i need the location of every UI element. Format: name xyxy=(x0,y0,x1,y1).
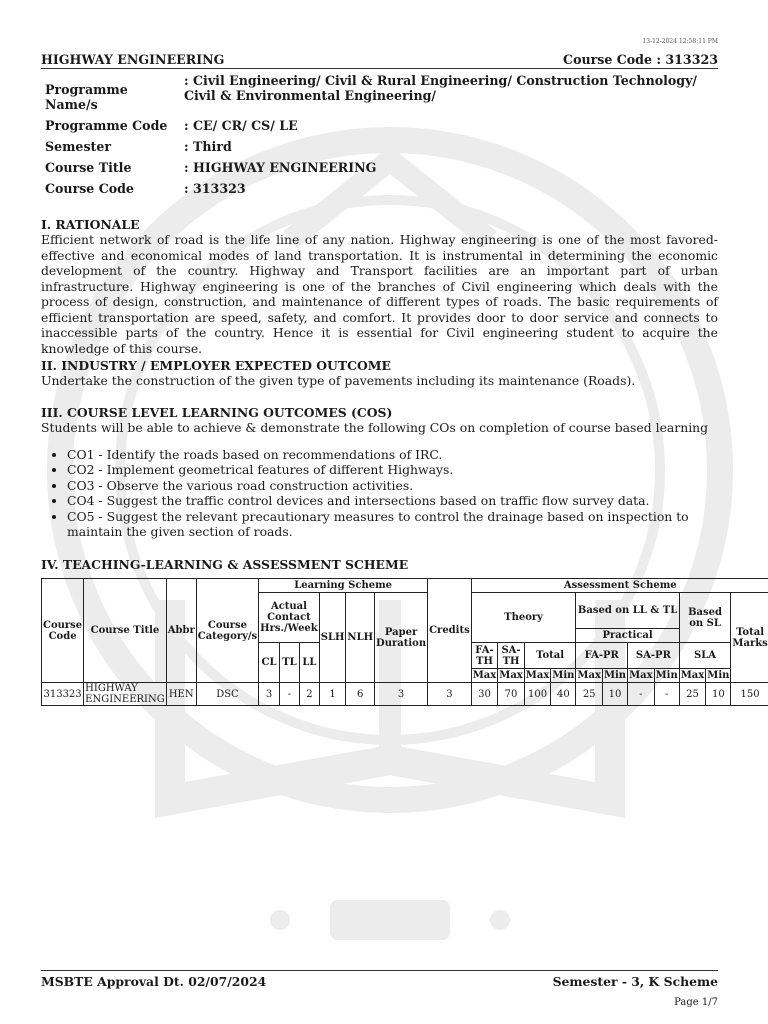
th-fa-pr: FA-PR xyxy=(576,643,628,669)
document-footer xyxy=(41,970,718,989)
cell-total-marks: 150 xyxy=(731,683,768,706)
th-theory: Theory xyxy=(471,593,576,643)
cell-tl: - xyxy=(279,683,299,706)
cos-intro: Students will be able to achieve & demonstrate the following COs on completion of course based learning xyxy=(41,420,709,435)
programme-info-table xyxy=(41,72,708,201)
th-sla: SLA xyxy=(679,643,731,669)
th-based-on-ll-tl: Based on LL & TL xyxy=(576,593,679,629)
th-sa-pr: SA-PR xyxy=(628,643,680,669)
th-max: Max xyxy=(525,670,550,681)
info-row xyxy=(41,180,708,201)
cell-sla-max: 25 xyxy=(679,683,706,706)
info-row xyxy=(41,138,708,159)
cell-sa-th-max: 70 xyxy=(498,683,525,706)
th-fa-th: FA-TH xyxy=(471,643,498,669)
cell-fa-pr-max: 25 xyxy=(576,683,603,706)
th-min: Min xyxy=(707,670,730,681)
th-nlh: NLH xyxy=(346,593,375,683)
th-category: Course Category/s xyxy=(196,579,258,683)
th-course-title: Course Title xyxy=(84,579,167,683)
footer-semester: Semester - 3, K Scheme xyxy=(552,974,718,989)
th-min: Min xyxy=(655,670,678,681)
cell-fa-pr-min: 10 xyxy=(602,683,627,706)
print-timestamp: 13-12-2024 12:58:11 PM xyxy=(642,38,718,45)
cell-nlh: 6 xyxy=(346,683,375,706)
cell-slh: 1 xyxy=(319,683,346,706)
footer-approval: MSBTE Approval Dt. 02/07/2024 xyxy=(41,974,267,989)
cell-sla-min: 10 xyxy=(706,683,731,706)
cell-paper: 3 xyxy=(428,683,472,706)
th-based-on-sl: Based on SL xyxy=(679,593,731,643)
info-label: Course Title xyxy=(45,160,132,175)
th-max: Max xyxy=(472,670,497,681)
table-row xyxy=(42,683,768,706)
list-item: • CO5 - Suggest the relevant precautionary measures to control the drainage based on inspection to maintain the given section of roads. xyxy=(67,509,718,540)
info-value: : 313323 xyxy=(184,181,246,196)
document-header xyxy=(41,52,718,69)
header-course-name: HIGHWAY ENGINEERING xyxy=(41,52,225,67)
info-value: : HIGHWAY ENGINEERING xyxy=(184,160,377,175)
th-sa-th: SA-TH xyxy=(498,643,525,669)
th-learning-scheme: Learning Scheme xyxy=(259,579,428,593)
th-min: Min xyxy=(603,670,627,681)
cell-abbr: HEN xyxy=(166,683,196,706)
cos-heading: III. COURSE LEVEL LEARNING OUTCOMES (COS) xyxy=(41,405,393,420)
th-min: Min xyxy=(552,670,575,681)
list-item: • CO1 - Identify the roads based on recommendations of IRC. xyxy=(67,447,718,463)
th-course-code: Course Code xyxy=(42,579,84,683)
th-assessment-scheme: Assessment Scheme xyxy=(471,579,768,593)
scheme-heading: IV. TEACHING-LEARNING & ASSESSMENT SCHEME xyxy=(41,557,409,572)
info-row xyxy=(41,72,708,117)
rationale-heading: I. RATIONALE xyxy=(41,217,140,232)
info-label: Programme Code xyxy=(45,118,168,133)
info-row xyxy=(41,117,708,138)
info-label: Course Code xyxy=(45,181,134,196)
th-total: Total xyxy=(524,643,576,669)
th-credits: Credits xyxy=(428,579,472,683)
page-number: Page 1/7 xyxy=(674,997,718,1008)
th-tl: TL xyxy=(279,643,299,683)
info-value: : CE/ CR/ CS/ LE xyxy=(184,118,298,133)
course-outcomes-section xyxy=(41,405,718,540)
industry-heading: II. INDUSTRY / EMPLOYER EXPECTED OUTCOME xyxy=(41,358,391,373)
info-value: : Third xyxy=(184,139,232,154)
cell-total-max: 100 xyxy=(524,683,551,706)
cell-sa-pr-min: - xyxy=(654,683,679,706)
th-abbr: Abbr xyxy=(166,579,196,683)
info-label: Programme Name/s xyxy=(45,82,128,112)
th-cl: CL xyxy=(259,643,280,683)
cos-list xyxy=(41,447,718,540)
info-value: : Civil Engineering/ Civil & Rural Engineering/ Construction Technology/ Civil & Environmental Engineering/ xyxy=(184,73,698,103)
th-max: Max xyxy=(499,670,523,681)
th-ll: LL xyxy=(300,643,320,683)
cell-fa-th-max: 30 xyxy=(471,683,498,706)
cell-sa-pr-max: - xyxy=(628,683,655,706)
info-label: Semester xyxy=(45,139,112,154)
cell-credits: 3 xyxy=(375,683,428,706)
th-slh: SLH xyxy=(319,593,346,683)
th-paper-duration: Paper Duration xyxy=(375,593,428,683)
teaching-assessment-table xyxy=(41,578,768,706)
th-total-marks: Total Marks xyxy=(731,593,768,683)
th-max: Max xyxy=(629,670,653,681)
th-max: Max xyxy=(680,670,705,681)
list-item: • CO2 - Implement geometrical features of different Highways. xyxy=(67,462,718,478)
scheme-section xyxy=(41,557,718,572)
rationale-section xyxy=(41,217,718,356)
cell-total-min: 40 xyxy=(551,683,576,706)
list-item: • CO3 - Observe the various road construction activities. xyxy=(67,478,718,494)
industry-text: Undertake the construction of the given type of pavements including its maintenance (Roads). xyxy=(41,373,636,388)
th-actual-contact: Actual Contact Hrs./Week xyxy=(259,593,320,643)
rationale-text: Efficient network of road is the life line of any nation. Highway engineering is one of the most favored-effective and economical modes of land transportation. It is instrumental in determining the economic development of the country. Highway and Transport facilities are an important part of urban infrastructure. Highway engineering is one of the branches of Civil engineering which deals with the process of design, construction, and maintenance of different types of roads. The basic requirements of efficient transportation are speed, safety, and comfort. It provides door to door service and connects to inaccessible parts of the country. Hence it is essential for Civil engineering student to acquire the knowledge of this course. xyxy=(41,232,718,356)
cell-title: HIGHWAY ENGINEERING xyxy=(85,683,165,705)
th-practical: Practical xyxy=(576,629,679,643)
cell-category: DSC xyxy=(196,683,258,706)
header-course-code: Course Code : 313323 xyxy=(563,52,718,67)
industry-outcome-section xyxy=(41,358,718,389)
cell-ll: 2 xyxy=(300,683,320,706)
th-max: Max xyxy=(577,670,601,681)
info-row xyxy=(41,159,708,180)
list-item: • CO4 - Suggest the traffic control devices and intersections based on traffic flow survey data. xyxy=(67,493,718,509)
cell-cl: 3 xyxy=(259,683,280,706)
cell-code: 313323 xyxy=(42,683,84,706)
